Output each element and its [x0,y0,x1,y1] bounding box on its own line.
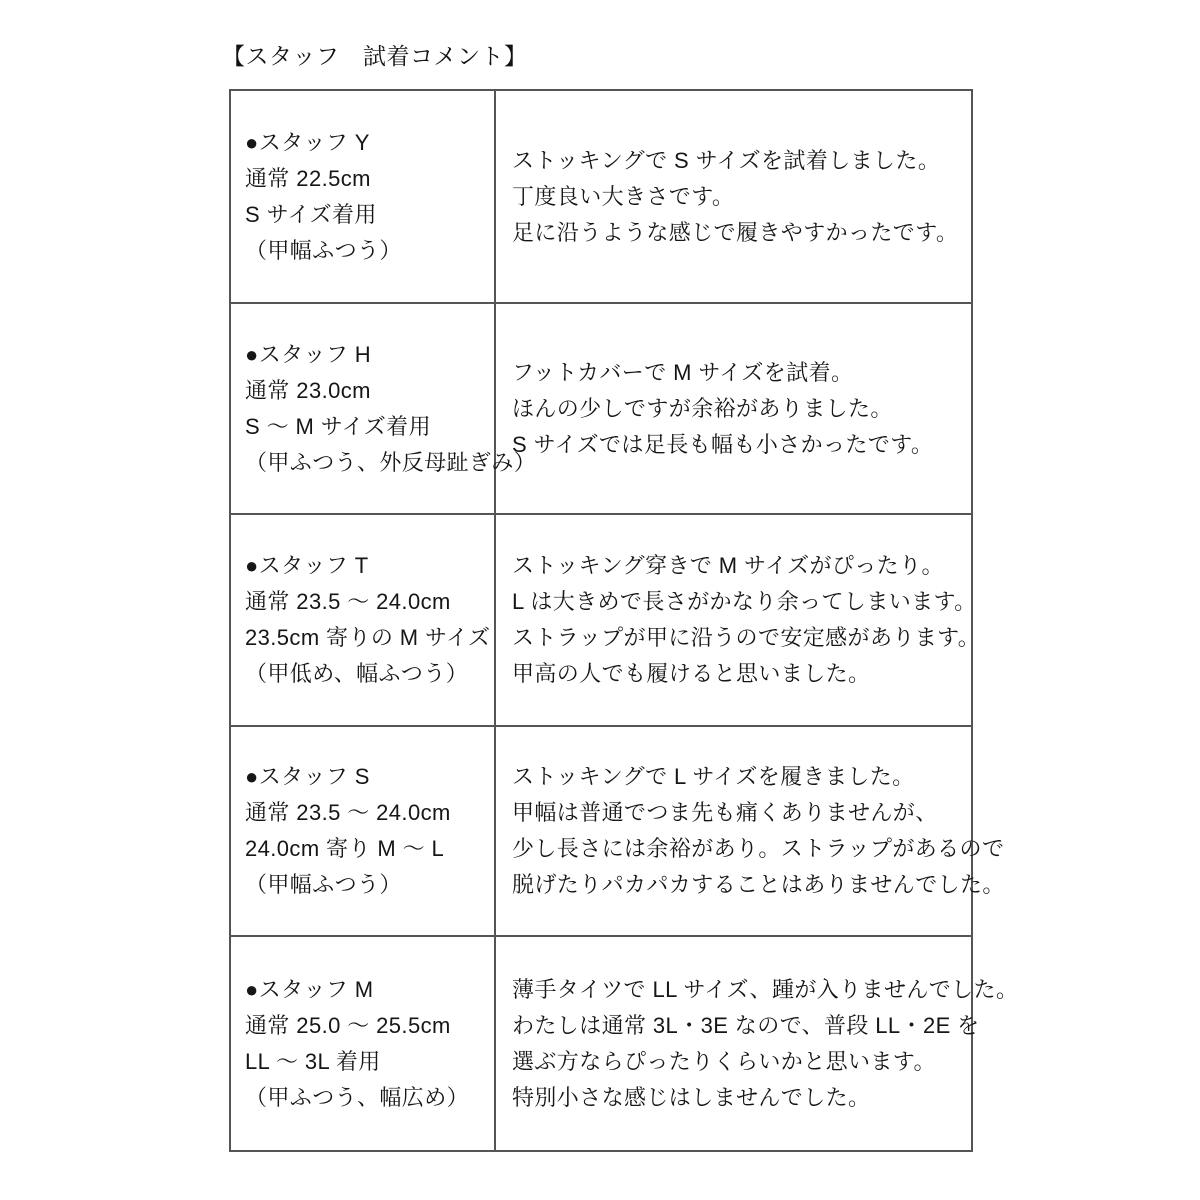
staff-comment-cell [495,90,972,303]
comment-line: ストッキングで L サイズを履きました。 [512,764,915,789]
staff-profile-cell [230,90,495,303]
staff-profile-cell [230,514,495,726]
staff-worn-size: LL 〜 3L 着用 [245,1048,381,1074]
comment-line: フットカバーで M サイズを試着。 [512,359,854,385]
staff-comment-table [229,89,1019,1152]
comment-line: 特別小さな感じはしませんでした。 [512,1084,871,1110]
comment-line: ストッキング穿きで M サイズがぴったり。 [512,553,944,578]
staff-foot-note: （甲幅ふつう） [245,872,402,897]
comment-line: 丁度良い大きさです。 [512,183,735,209]
staff-name: ●スタッフ S [245,764,370,789]
staff-worn-size: S サイズ着用 [245,201,377,227]
comment-line: ストラップが甲に沿うので安定感があります。 [512,625,981,650]
table-row [230,303,972,514]
table-row [230,514,972,726]
staff-usual-size: 通常 23.5 〜 24.0cm [245,589,451,614]
staff-usual-size: 通常 25.0 〜 25.5cm [245,1012,451,1038]
staff-profile-cell [230,936,495,1151]
comment-line: ほんの少しですが余裕がありました。 [512,395,893,421]
staff-name: ●スタッフ H [245,341,372,367]
staff-comment-cell [495,514,981,726]
comment-line: L は大きめで長さがかなり余ってしまいます。 [512,589,977,614]
comment-line: 薄手タイツで LL サイズ、踵が入りませんでした。 [512,976,1019,1002]
staff-name: ●スタッフ T [245,553,369,578]
staff-usual-size: 通常 23.0cm [245,377,371,403]
table-row [230,90,972,303]
page-title: 【スタッフ 試着コメント】 [222,43,528,69]
comment-line: 少し長さには余裕があり。ストラップがあるので [512,836,1005,861]
staff-name: ●スタッフ M [245,976,374,1002]
staff-usual-size: 通常 23.5 〜 24.0cm [245,800,451,825]
staff-foot-note: （甲幅ふつう） [245,237,402,263]
comment-line: わたしは通常 3L・3E なので、普段 LL・2E を [512,1012,980,1038]
staff-comment-cell [495,726,1005,936]
comment-line: 脱げたりパカパカすることはありませんでした。 [512,872,1005,897]
staff-profile-cell [230,303,537,514]
comment-line: 甲幅は普通でつま先も痛くありませんが、 [512,800,938,825]
staff-worn-size: 24.0cm 寄り M 〜 L [245,836,445,861]
staff-foot-note: （甲ふつう、幅広め） [245,1084,470,1110]
comment-line: 足に沿うような感じで履きやすかったです。 [512,219,959,245]
staff-profile-cell [230,726,495,936]
staff-usual-size: 通常 22.5cm [245,165,371,191]
comment-line: S サイズでは足長も幅も小さかったです。 [512,431,934,457]
staff-worn-size: 23.5cm 寄りの M サイズ [245,625,491,650]
comment-line: 選ぶ方ならぴったりくらいかと思います。 [512,1048,936,1074]
staff-name: ●スタッフ Y [245,129,370,155]
table-row [230,936,972,1151]
table-row [230,726,972,936]
staff-comment-cell [495,303,972,514]
staff-foot-note: （甲ふつう、外反母趾ぎみ） [245,449,537,475]
staff-worn-size: S 〜 M サイズ着用 [245,413,431,439]
staff-foot-note: （甲低め、幅ふつう） [245,661,469,686]
staff-comment-cell [495,936,1019,1151]
comment-line: 甲高の人でも履けると思いました。 [512,661,871,686]
comment-line: ストッキングで S サイズを試着しました。 [512,147,941,173]
